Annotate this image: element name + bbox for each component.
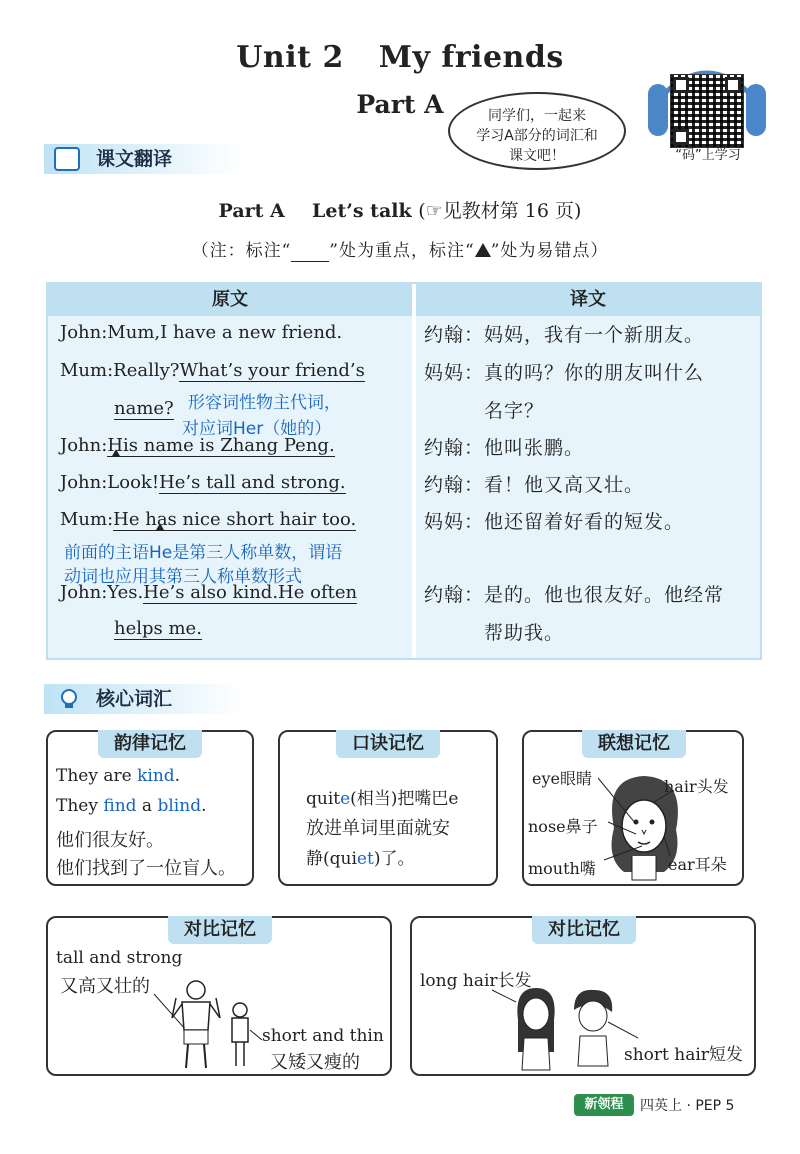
original-line: John:Yes.He’s also kind.He often <box>60 582 358 603</box>
short-hair-label: short hair短发 <box>624 1045 743 1065</box>
translation-line: 妈妈：真的吗？你的朋友叫什么 <box>424 362 705 384</box>
translation-line: 帮助我。 <box>484 622 565 644</box>
lightbulb-icon <box>56 687 82 711</box>
section-heading-vocabulary <box>44 684 244 714</box>
ear-label: ear耳朵 <box>668 855 727 874</box>
note-part: ”处为易错点） <box>490 241 609 261</box>
rhyme-translation: 他们找到了一位盲人。 <box>56 858 236 879</box>
error-marker-icon <box>112 449 121 457</box>
card-title: 联想记忆 <box>582 730 686 758</box>
section-heading-text: 核心词汇 <box>96 688 173 710</box>
hair-label: hair头发 <box>664 777 729 796</box>
unit-name: My friends <box>378 40 564 75</box>
column-header-original: 原文 <box>48 284 412 316</box>
card-title: 韵律记忆 <box>98 730 202 758</box>
book-icon <box>54 147 80 171</box>
legend-note <box>0 236 800 261</box>
annotation-note: 动词也应用其第三人称单数形式 <box>64 567 302 587</box>
bubble-line: 同学们，一起来 <box>488 108 586 124</box>
bubble-line: 课文吧！ <box>509 148 565 164</box>
qr-code-icon[interactable] <box>670 74 744 148</box>
card-title: 对比记忆 <box>532 916 636 944</box>
original-line: helps me. <box>114 618 202 639</box>
note-blank <box>291 241 329 262</box>
section-heading-translation <box>44 144 244 174</box>
chant-line: quite(相当)把嘴巴e <box>306 789 459 809</box>
nose-label: nose鼻子 <box>528 817 598 836</box>
note-part: （注：标注“ <box>191 241 292 261</box>
original-line: Mum:Really?What’s your friend’s <box>60 360 365 381</box>
chant-memory-card <box>278 730 498 886</box>
column-divider <box>412 284 416 658</box>
brand-badge: 新领程 <box>574 1094 634 1116</box>
original-line: name? <box>114 398 174 419</box>
translation-line: 约翰：他叫张鹏。 <box>424 437 585 459</box>
mouth-label: mouth嘴 <box>528 859 596 878</box>
talk-name: Let’s talk <box>312 200 412 222</box>
card-title: 对比记忆 <box>168 916 272 944</box>
qr-caption: “码”上学习 <box>675 148 741 163</box>
two-boys-illustration <box>144 978 264 1074</box>
note-part: ”处为重点，标注“ <box>329 241 475 261</box>
long-hair-label: long hair长发 <box>420 971 532 991</box>
eye-label: eye眼睛 <box>532 769 592 788</box>
contrast-memory-card-build <box>46 916 392 1076</box>
page-footer: 四英上 · PEP 5 <box>640 1098 735 1114</box>
translation-line: 约翰：看！他又高又壮。 <box>424 474 645 496</box>
qr-block[interactable] <box>648 62 766 162</box>
speech-bubble <box>448 92 626 170</box>
original-line: John:Mum,I have a new friend. <box>60 322 343 343</box>
triangle-icon <box>475 243 491 257</box>
pointing-hand-icon: ☞ <box>425 200 443 222</box>
unit-number: Unit 2 <box>236 40 344 75</box>
card-title: 口诀记忆 <box>336 730 440 758</box>
association-memory-card <box>522 730 744 886</box>
tall-strong-label: tall and strong <box>56 948 183 968</box>
part-title: Part A <box>356 90 444 119</box>
talk-part: Part A <box>218 200 285 222</box>
rhyme-memory-card <box>46 730 254 886</box>
section-heading-text: 课文翻译 <box>96 148 173 170</box>
contrast-memory-card-hair <box>410 916 756 1076</box>
original-line: John:His name is Zhang Peng. <box>60 435 335 456</box>
chant-line: 静(quiet)了。 <box>306 849 415 869</box>
original-line: John:Look!He’s tall and strong. <box>60 472 346 493</box>
original-line: Mum:He has nice short hair too. <box>60 509 357 530</box>
annotation-note: 形容词性物主代词， <box>188 393 341 413</box>
rhyme-translation: 他们很友好。 <box>56 830 164 851</box>
bubble-line: 学习A部分的词汇和 <box>476 128 598 144</box>
rhyme-sentence: They find a blind. <box>56 796 207 816</box>
talk-title: Part A Let’s talk (☞见教材第 16 页) <box>218 200 582 222</box>
translation-line: 妈妈：他还留着好看的短发。 <box>424 511 685 533</box>
chant-line: 放进单词里面就安 <box>306 818 450 839</box>
translation-table <box>46 282 762 660</box>
annotation-note: 对应词Her（她的） <box>182 419 332 439</box>
annotation-note: 前面的主语He是第三人称单数，谓语 <box>64 543 343 563</box>
translation-line: 名字？ <box>484 400 545 422</box>
tall-strong-translation: 又高又壮的 <box>60 976 150 997</box>
column-header-translation: 译文 <box>416 284 760 316</box>
textbook-reference: 见教材第 16 页 <box>442 200 575 222</box>
short-thin-translation: 又矮又瘦的 <box>270 1052 360 1073</box>
translation-line: 约翰：妈妈，我有一个新朋友。 <box>424 324 705 346</box>
rhyme-sentence: They are kind. <box>56 766 181 786</box>
translation-line: 约翰：是的。他也很友好。他经常 <box>424 584 725 606</box>
error-marker-icon <box>156 523 165 531</box>
short-thin-label: short and thin <box>262 1026 384 1046</box>
